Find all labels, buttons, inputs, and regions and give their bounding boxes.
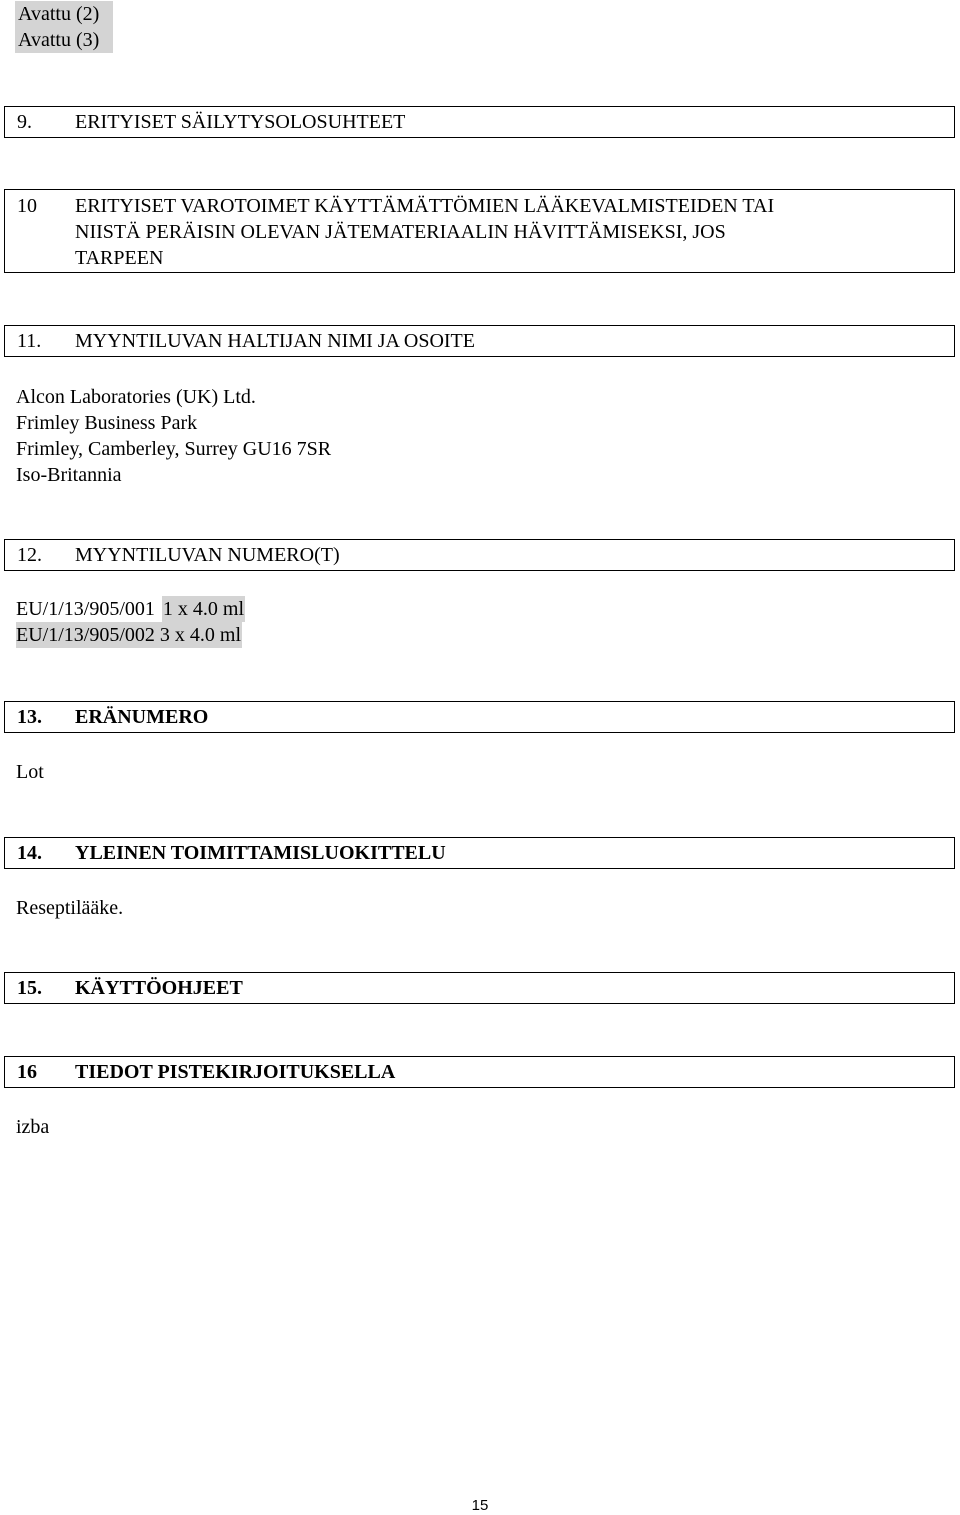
section-title-line: ERITYISET VAROTOIMET KÄYTTÄMÄTTÖMIEN LÄÄKEVALMISTEIDEN TAI [75, 195, 775, 217]
section-number: 15. [17, 977, 42, 999]
section-number: 12. [17, 544, 42, 566]
section-number: 16 [17, 1061, 37, 1083]
marketing-authorisation-numbers [16, 596, 245, 648]
ma-number-1-pack: 1 x 4.0 ml [162, 598, 245, 620]
highlighted-text-block [15, 1, 113, 53]
section-title [75, 193, 934, 271]
section-title: TIEDOT PISTEKIRJOITUKSELLA [75, 1061, 396, 1083]
section-title: MYYNTILUVAN NUMERO(T) [75, 544, 340, 566]
section-title: MYYNTILUVAN HALTIJAN NIMI JA OSOITE [75, 330, 475, 352]
section-number: 10 [17, 195, 37, 217]
address-line: Iso-Britannia [16, 464, 122, 486]
section-14-header [4, 837, 955, 869]
address-line: Frimley Business Park [16, 412, 198, 434]
page-number: 15 [471, 1497, 489, 1514]
holder-address [16, 384, 331, 488]
section-title: ERITYISET SÄILYTYSOLOSUHTEET [75, 111, 406, 133]
address-line: Alcon Laboratories (UK) Ltd. [16, 386, 256, 408]
ma-number-1-code: EU/1/13/905/001 [16, 598, 155, 620]
address-line: Frimley, Camberley, Surrey GU16 7SR [16, 438, 332, 460]
section-number: 9. [17, 111, 32, 133]
section-9-header [4, 106, 955, 138]
classification-text: Reseptilääke. [16, 897, 124, 919]
section-number: 11. [17, 330, 42, 352]
batch-number-label: Lot [16, 761, 44, 783]
section-title: ERÄNUMERO [75, 706, 209, 728]
section-title: YLEINEN TOIMITTAMISLUOKITTELU [75, 842, 446, 864]
section-12-header [4, 539, 955, 571]
section-15-header [4, 972, 955, 1004]
section-number: 13. [17, 706, 42, 728]
section-number: 14. [17, 842, 42, 864]
section-11-header [4, 325, 955, 357]
section-title-line: TARPEEN [75, 247, 164, 269]
section-13-header [4, 701, 955, 733]
section-10-header [4, 189, 955, 273]
braille-text: izba [16, 1116, 50, 1138]
section-title-line: NIISTÄ PERÄISIN OLEVAN JÄTEMATERIAALIN HÄVITTÄMISEKSI, JOS [75, 221, 726, 243]
section-16-header [4, 1056, 955, 1088]
ma-number-2: EU/1/13/905/002 3 x 4.0 ml [16, 624, 241, 646]
highlight-line-1: Avattu (2) [18, 3, 100, 25]
highlight-line-2: Avattu (3) [18, 29, 100, 51]
section-title: KÄYTTÖOHJEET [75, 977, 243, 999]
